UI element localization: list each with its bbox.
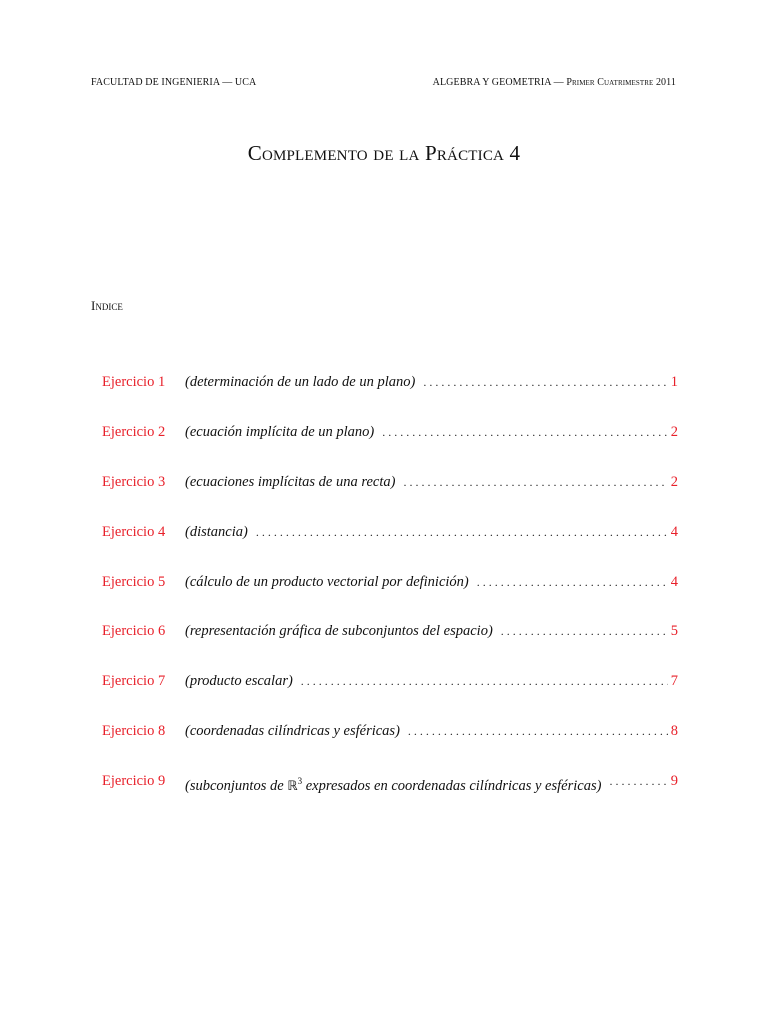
toc-page-number[interactable]: 8 bbox=[670, 723, 678, 740]
toc-entry-description: (coordenadas cilíndricas y esféricas) bbox=[185, 723, 400, 740]
toc-entry-label[interactable]: Ejercicio 2 bbox=[102, 423, 166, 440]
toc-entry-2[interactable] bbox=[102, 422, 678, 472]
real-numbers-symbol: ℝ bbox=[287, 778, 298, 794]
header-course bbox=[433, 77, 676, 88]
toc-dot-leader bbox=[293, 671, 668, 691]
toc-entry-description: (representación gráfica de subconjuntos del espacio) bbox=[185, 623, 493, 640]
index-heading: Indice bbox=[91, 298, 123, 313]
toc-dot-leader bbox=[601, 771, 667, 791]
toc-dot-leader bbox=[395, 472, 667, 492]
toc-dot-leader bbox=[248, 522, 668, 542]
header-faculty: FACULTAD DE INGENIERIA — UCA bbox=[91, 77, 257, 88]
toc-desc-part: (subconjuntos de bbox=[185, 777, 288, 794]
header-term: Primer Cuatrimestre bbox=[566, 77, 654, 88]
toc-dot-leader bbox=[374, 422, 667, 442]
toc-page-number[interactable]: 5 bbox=[670, 623, 678, 640]
toc-page-number[interactable]: 2 bbox=[670, 423, 678, 440]
toc-dot-leader bbox=[469, 572, 668, 592]
toc-page-number[interactable]: 9 bbox=[670, 773, 678, 790]
toc-entry-description: (determinación de un lado de un plano) bbox=[185, 374, 416, 390]
toc-entry-label[interactable]: Ejercicio 5 bbox=[102, 573, 166, 590]
document-title: Complemento de la Práctica 4 bbox=[247, 141, 521, 165]
header-year: 2011 bbox=[653, 77, 676, 88]
toc-dot-leader bbox=[415, 372, 667, 392]
toc-entry-7[interactable] bbox=[102, 671, 678, 721]
toc-page-number[interactable]: 4 bbox=[670, 523, 678, 540]
toc-entry-3[interactable] bbox=[102, 472, 678, 522]
toc-entry-8[interactable] bbox=[102, 721, 678, 771]
toc-entry-label[interactable]: Ejercicio 8 bbox=[102, 723, 166, 740]
running-header bbox=[91, 77, 676, 93]
table-of-contents bbox=[102, 372, 678, 821]
toc-entry-6[interactable] bbox=[102, 621, 678, 671]
toc-entry-label[interactable]: Ejercicio 7 bbox=[102, 673, 166, 690]
toc-entry-9[interactable] bbox=[102, 771, 678, 821]
toc-entry-label[interactable]: Ejercicio 1 bbox=[102, 374, 166, 390]
toc-entry-label[interactable]: Ejercicio 6 bbox=[102, 623, 166, 640]
toc-entry-4[interactable] bbox=[102, 522, 678, 572]
toc-entry-description: (cálculo de un producto vectorial por definición) bbox=[185, 573, 469, 590]
toc-entry-5[interactable] bbox=[102, 572, 678, 622]
toc-entry-label[interactable]: Ejercicio 9 bbox=[102, 773, 166, 790]
toc-page-number[interactable]: 1 bbox=[670, 374, 678, 390]
exponent: 3 bbox=[297, 776, 303, 787]
toc-page-number[interactable]: 7 bbox=[670, 673, 678, 690]
toc-desc-part: expresados en coordenadas cilíndricas y esféricas) bbox=[302, 777, 602, 794]
header-course-name: ALGEBRA Y GEOMETRIA — bbox=[432, 77, 567, 88]
toc-entry-label[interactable]: Ejercicio 3 bbox=[102, 473, 166, 490]
toc-entry-description: (ecuación implícita de un plano) bbox=[185, 423, 375, 440]
toc-entry-description: (producto escalar) bbox=[185, 673, 293, 690]
toc-dot-leader bbox=[400, 721, 668, 741]
toc-page-number[interactable]: 2 bbox=[670, 473, 678, 490]
toc-page-number[interactable]: 4 bbox=[670, 573, 678, 590]
toc-dot-leader bbox=[493, 621, 668, 641]
toc-entry-1[interactable] bbox=[102, 372, 678, 422]
toc-entry-description: (distancia) bbox=[185, 523, 248, 540]
toc-entry-label[interactable]: Ejercicio 4 bbox=[102, 523, 166, 540]
toc-entry-description bbox=[185, 771, 601, 797]
toc-entry-description: (ecuaciones implícitas de una recta) bbox=[185, 473, 396, 490]
